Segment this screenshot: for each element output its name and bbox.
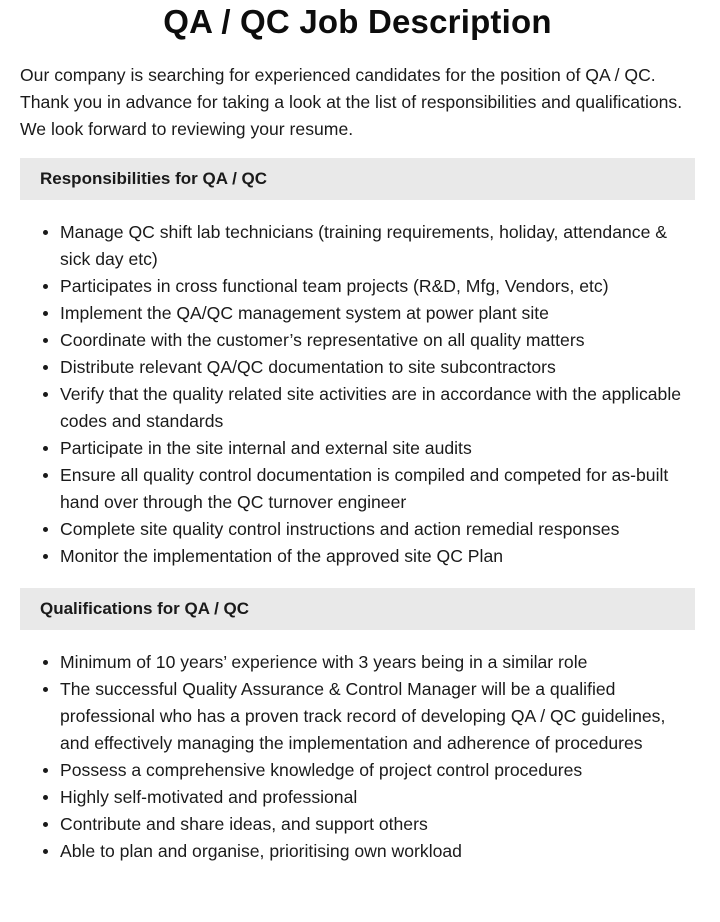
list-item-text: Manage QC shift lab technicians (training requirements, holiday, attendance & sick day etc) — [60, 222, 667, 269]
intro-paragraph: Our company is searching for experienced candidates for the position of QA / QC. Thank you in advance for taking a look at the list of responsibilities and qualifications. We look forward to reviewing your resume. — [20, 65, 683, 139]
list-item — [60, 649, 695, 676]
list-item-text: Highly self-motivated and professional — [60, 787, 358, 807]
list-item-text: Coordinate with the customer’s representative on all quality matters — [60, 330, 585, 350]
list-item — [60, 300, 695, 327]
list-item — [60, 462, 695, 516]
list-item-text: Possess a comprehensive knowledge of project control procedures — [60, 760, 583, 780]
bullet-icon — [43, 660, 48, 665]
list-item — [60, 327, 695, 354]
list-item-text: Distribute relevant QA/QC documentation to site subcontractors — [60, 357, 556, 377]
bullet-icon — [43, 284, 48, 289]
list-item-text: The successful Quality Assurance & Control Manager will be a qualified professional who has a proven track record of developing QA / QC guidelines, and effectively managing the implementation and adherence of procedures — [60, 679, 666, 753]
bullet-icon — [43, 338, 48, 343]
list-item-text: Ensure all quality control documentation is compiled and competed for as-built hand over through the QC turnover engineer — [60, 465, 669, 512]
qualifications-list — [20, 649, 695, 865]
list-item — [60, 811, 695, 838]
list-item-text: Complete site quality control instructions and action remedial responses — [60, 519, 620, 539]
bullet-icon — [43, 822, 48, 827]
bullet-icon — [43, 392, 48, 397]
list-item — [60, 516, 695, 543]
list-item-text: Able to plan and organise, prioritising own workload — [60, 841, 462, 861]
bullet-icon — [43, 554, 48, 559]
list-item — [60, 381, 695, 435]
list-item — [60, 757, 695, 784]
list-item-text: Minimum of 10 years’ experience with 3 years being in a similar role — [60, 652, 588, 672]
bullet-icon — [43, 473, 48, 478]
list-item — [60, 784, 695, 811]
list-item-text: Monitor the implementation of the approved site QC Plan — [60, 546, 504, 566]
bullet-icon — [43, 446, 48, 451]
bullet-icon — [43, 687, 48, 692]
bullet-icon — [43, 311, 48, 316]
list-item — [60, 676, 695, 757]
page-title: QA / QC Job Description — [163, 3, 552, 40]
responsibilities-list — [20, 219, 695, 570]
list-item — [60, 435, 695, 462]
bullet-icon — [43, 849, 48, 854]
bullet-icon — [43, 230, 48, 235]
list-item-text: Participates in cross functional team projects (R&D, Mfg, Vendors, etc) — [60, 276, 609, 296]
list-item — [60, 543, 695, 570]
list-item — [60, 838, 695, 865]
list-item-text: Verify that the quality related site activities are in accordance with the applicable codes and standards — [60, 384, 682, 431]
list-item — [60, 219, 695, 273]
bullet-icon — [43, 768, 48, 773]
list-item — [60, 354, 695, 381]
list-item — [60, 273, 695, 300]
bullet-icon — [43, 795, 48, 800]
responsibilities-heading: Responsibilities for QA / QC — [20, 158, 695, 200]
bullet-icon — [43, 365, 48, 370]
list-item-text: Implement the QA/QC management system at power plant site — [60, 303, 549, 323]
list-item-text: Contribute and share ideas, and support others — [60, 814, 428, 834]
bullet-icon — [43, 527, 48, 532]
list-item-text: Participate in the site internal and external site audits — [60, 438, 472, 458]
qualifications-heading: Qualifications for QA / QC — [20, 588, 695, 630]
